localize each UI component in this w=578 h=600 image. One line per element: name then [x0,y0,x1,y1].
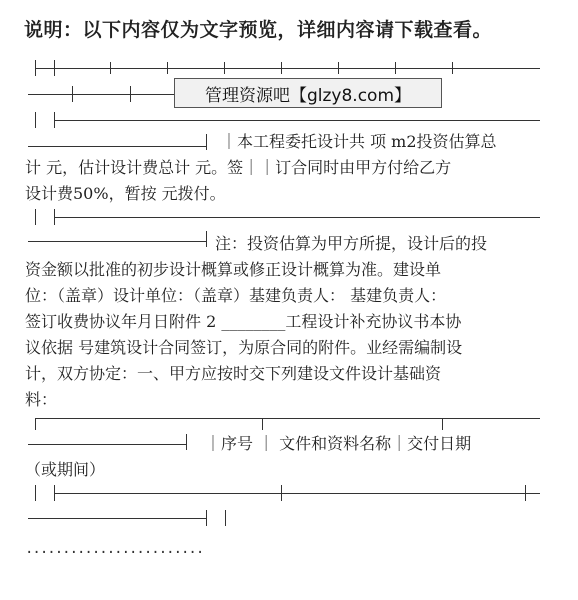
table-header-text [25,431,471,483]
text-line: （或期间） [25,460,106,479]
ellipsis-dots: ........................ [25,541,204,557]
text-line: 资金额以批准的初步设计概算或修正设计概算为准。建设单 [25,260,442,279]
text-line: 料： [25,390,58,409]
text-line: 计，双方协定：一、甲方应按时交下列建设文件设计基础资 [25,364,442,383]
text-line: 注：投资估算为甲方所提，设计后的投 [215,234,488,253]
text-line: 设计费50%，暂按 元拨付。 [25,184,226,203]
preview-notice: 说明：以下内容仅为文字预览，详细内容请下载查看。 [24,19,493,41]
text-line: 位：（盖章）设计单位：（盖章）基建负责人： 基建负责人： [25,286,447,305]
text-line: ｜序号 ｜ 文件和资料名称｜交付日期 [205,434,472,453]
text-line: 计 元，估计设计费总计 元。签｜｜订合同时由甲方付给乙方 [25,158,452,177]
contract-paragraph-1 [25,129,497,207]
text-line: 签订收费协议年月日附件 2 ________工程设计补充协议书本协 [25,312,462,331]
text-line: 议依据 号建筑设计合同签订，为原合同的附件。业经需编制设 [25,338,463,357]
site-watermark: 管理资源吧【glzy8.com】 [174,78,442,108]
text-line: ｜本工程委托设计共 项 m2投资估算总 [221,132,497,151]
contract-paragraph-2 [25,231,487,413]
